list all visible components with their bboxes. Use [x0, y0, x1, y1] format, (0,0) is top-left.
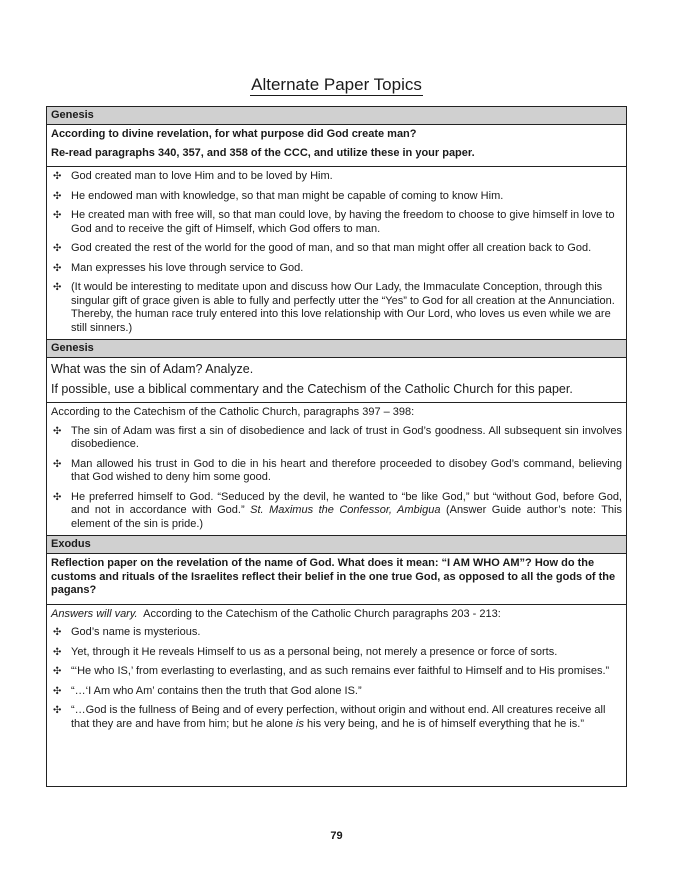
list-item: ✣ “…‘I Am who Am’ contains then the truth that God alone IS.” — [53, 684, 362, 697]
list-item: ✣ God created the rest of the world for the good of man, and so that man might offer all creation back to God. — [53, 242, 592, 254]
bullet-icon: ✣ — [53, 646, 62, 658]
bullet-icon: ✣ — [53, 627, 62, 638]
bullet-icon: ✣ — [53, 210, 62, 221]
list-item: ✣ He preferred himself to God. “Seduced by the devil, he wanted to “be like God,” but “without God, before God, and not in accordance with God.” St. Maximus the Confessor, Ambigua (Answer Guide author’s note: This element of the sin is pride.) — [53, 490, 622, 530]
list-item: ✣ God’s name is mysterious. — [53, 626, 201, 638]
bullet-icon: ✣ — [53, 243, 62, 254]
bullet-icon: ✣ — [53, 666, 62, 677]
question-line: Reflection paper on the revelation of the name of God. What does it mean: “I AM WHO AM”? How do the customs and rituals of the Israelites reflect their belief in the one true God, as opposed to all the gods of the pagans? — [51, 557, 616, 596]
list-item: ✣ He created man with free will, so that man could love, by having the freedom to choose to give himself in love to God and to receive the gift of Himself, which God offers to man. — [53, 209, 615, 235]
bullet-icon: ✣ — [53, 262, 62, 274]
list-item: ✣ Man allowed his trust in God to die in his heart and therefore proceeded to disobey God’s command, believing that God wished to deny him some good. — [53, 457, 622, 483]
section-question — [47, 554, 626, 605]
list-item: ✣ (It would be interesting to meditate upon and discuss how Our Lady, the Immaculate Conception, through this singular gift of grace given is able to fully and perfectly utter the “Yes” to God for all creation at the Annunciation. Thereby, the human race truly entered into this love relationship with Our Lord, who loves us even while we are still sinners.) — [53, 281, 615, 334]
question-line: What was the sin of Adam? Analyze. — [51, 362, 254, 376]
answer-intro: According to the Catechism of the Catholic Church, paragraphs 397 – 398: — [51, 406, 415, 418]
list-item: ✣ “‘He who IS,’ from everlasting to everlasting, and as such remains ever faithful to Himself and to His promises.” — [53, 665, 610, 677]
section-question — [47, 358, 626, 403]
section-header: Genesis — [47, 107, 626, 125]
bullet-icon: ✣ — [53, 282, 62, 293]
citation: St. Maximus the Confessor, Ambigua — [250, 504, 441, 516]
page-title: Alternate Paper Topics — [251, 75, 422, 94]
bullet-icon: ✣ — [53, 685, 62, 697]
list-item: ✣ The sin of Adam was first a sin of disobedience and lack of trust in God’s goodness. All subsequent sin involves disobedience. — [53, 424, 622, 450]
question-line: Re-read paragraphs 340, 357, and 358 of the CCC, and utilize these in your paper. — [51, 146, 475, 159]
list-item: ✣ “…God is the fullness of Being and of every perfection, without origin and without end. All creatures receive all that they are and have from him; but he alone is his very being, and he is of himself everything that he is.” — [53, 704, 606, 730]
list-item: ✣ Yet, through it He reveals Himself to us as a personal being, not merely a presence or force of sorts. — [53, 645, 558, 658]
page-number: 79 — [330, 830, 343, 842]
bullet-icon: ✣ — [53, 190, 62, 202]
section-answer — [47, 605, 626, 787]
bullet-icon: ✣ — [53, 458, 62, 470]
bullet-icon: ✣ — [53, 491, 62, 503]
question-line: If possible, use a biblical commentary and the Catechism of the Catholic Church for this paper. — [51, 382, 573, 396]
section-answer — [47, 167, 626, 340]
section-question — [47, 125, 626, 167]
answer-intro: Answers will vary. According to the Catechism of the Catholic Church paragraphs 203 - 213: — [51, 607, 501, 620]
section-header: Exodus — [47, 536, 626, 554]
section-header: Genesis — [47, 340, 626, 358]
bullet-icon: ✣ — [53, 425, 62, 437]
list-item: ✣ Man expresses his love through service to God. — [53, 261, 304, 274]
bullet-icon: ✣ — [53, 705, 62, 716]
list-item: ✣ God created man to love Him and to be loved by Him. — [53, 170, 333, 182]
topics-table — [46, 106, 627, 787]
list-item: ✣ He endowed man with knowledge, so that man might be capable of coming to know Him. — [53, 189, 504, 202]
bullet-icon: ✣ — [53, 171, 62, 182]
question-line: According to divine revelation, for what purpose did God create man? — [51, 128, 417, 140]
section-answer — [47, 403, 626, 536]
